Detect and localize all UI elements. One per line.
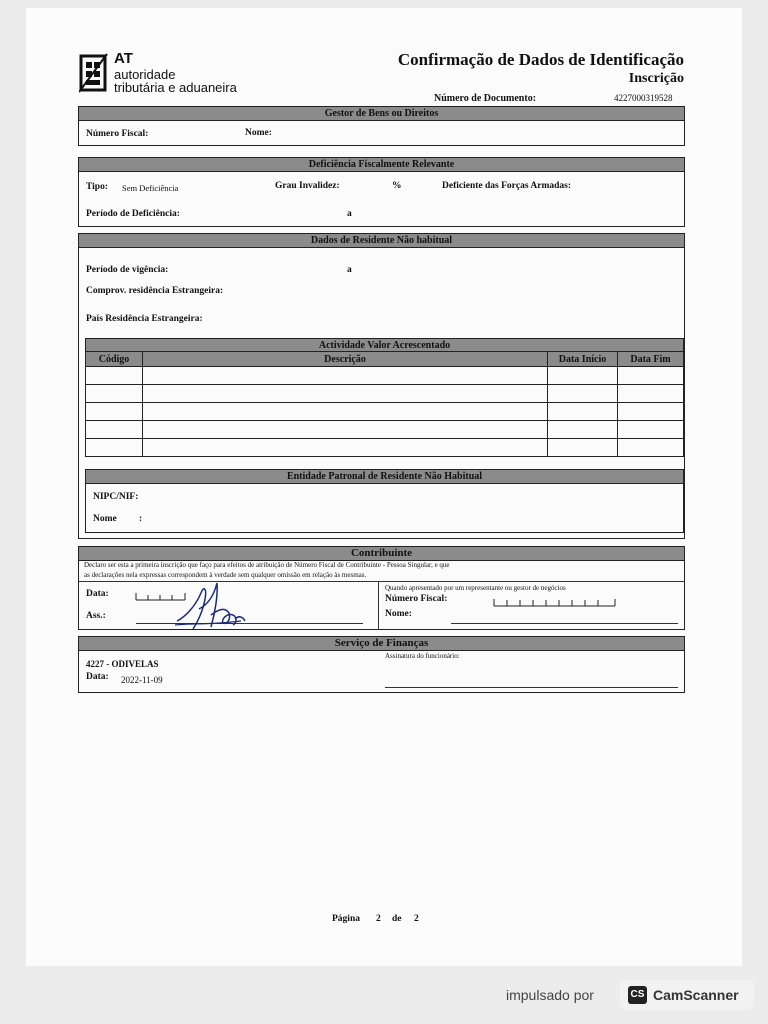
logo-line-2: tributária e aduaneira <box>114 80 237 95</box>
page-sep: de <box>392 914 402 924</box>
assinatura-label: Assinatura do funcionário: <box>385 652 460 660</box>
table-row <box>86 385 684 403</box>
actividade-section <box>85 338 684 462</box>
col-descricao: Descrição <box>143 352 548 367</box>
watermark-prefix: impulsado por <box>506 987 594 1003</box>
gestor-nome-label: Nome: <box>245 128 272 138</box>
doc-number-value: 4227000319528 <box>614 93 673 103</box>
declaration-divider <box>79 581 684 582</box>
camscanner-badge <box>620 980 754 1010</box>
entidade-heading: Entidade Patronal de Residente Não Habitual <box>86 470 683 484</box>
actividade-heading: Actividade Valor Acrescentado <box>85 338 684 353</box>
contribuinte-section <box>78 546 685 630</box>
entidade-nome-colon: : <box>139 514 143 524</box>
gestor-heading: Gestor de Bens ou Direitos <box>79 107 684 121</box>
servico-data-value: 2022-11-09 <box>121 675 163 685</box>
residente-heading: Dados de Residente Não habitual <box>79 234 684 248</box>
vigencia-label: Período de vigência: <box>86 265 169 275</box>
servico-section <box>78 636 685 693</box>
at-logo-icon <box>79 52 109 96</box>
actividade-table <box>85 351 684 457</box>
grau-label: Grau Invalidez: <box>275 181 340 191</box>
forcas-label: Deficiente das Forças Armadas: <box>442 181 572 191</box>
servico-heading: Serviço de Finanças <box>79 637 684 651</box>
page-total: 2 <box>414 914 419 924</box>
pais-label: País Residência Estrangeira: <box>86 314 203 324</box>
col-data-inicio: Data Início <box>548 352 618 367</box>
logo-line-1: autoridade <box>114 67 176 82</box>
deficiencia-heading: Deficiência Fiscalmente Relevante <box>79 158 684 172</box>
tipo-label: Tipo: <box>86 182 109 192</box>
table-row <box>86 367 684 385</box>
col-codigo: Código <box>86 352 143 367</box>
servico-office: 4227 - ODIVELAS <box>86 659 159 669</box>
deficiencia-section <box>78 157 685 227</box>
page-current: 2 <box>376 914 381 924</box>
column-divider <box>378 581 379 629</box>
funcionario-signature-line <box>385 687 678 688</box>
comprov-label: Comprov. residência Estrangeira: <box>86 286 224 296</box>
servico-data-label: Data: <box>86 672 109 682</box>
handwritten-signature <box>171 579 251 635</box>
contribuinte-data-label: Data: <box>86 589 109 599</box>
contribuinte-ass-label: Ass.: <box>86 611 106 621</box>
table-row <box>86 439 684 457</box>
camscanner-brand: CamScanner <box>653 987 739 1003</box>
nif-boxes <box>493 596 617 607</box>
logo-at: AT <box>114 50 133 67</box>
vigencia-sep: a <box>347 265 352 275</box>
camscanner-icon: CS <box>628 986 647 1004</box>
gestor-nif-label: Número Fiscal: <box>86 129 149 139</box>
entidade-section <box>85 469 684 533</box>
col-data-fim: Data Fim <box>618 352 684 367</box>
declaration-line-2: as declarações nela expressas correspondem à verdade sem qualquer omissão em relação às mesmas. <box>84 571 367 579</box>
representative-nome-line <box>451 623 678 624</box>
page-subtitle: Inscrição <box>628 71 684 86</box>
entidade-nome-label: Nome <box>93 514 117 524</box>
contribuinte-heading: Contribuinte <box>79 547 684 561</box>
doc-number-label: Número de Documento: <box>434 93 537 104</box>
representative-nome-label: Nome: <box>385 609 412 619</box>
periodo-deficiencia-sep: a <box>347 209 352 219</box>
table-row <box>86 421 684 439</box>
grau-unit: % <box>392 181 402 191</box>
page-title: Confirmação de Dados de Identificação <box>397 50 684 69</box>
residente-section <box>78 233 685 539</box>
tipo-value: Sem Deficiência <box>122 183 179 193</box>
declaration-line-1: Declaro ser esta a primeira inscrição que faço para efeitos de atribuição de Número Fiscal de Contribuinte - Pessoa Singular, e que <box>84 561 450 569</box>
representative-nif-label: Número Fiscal: <box>385 594 448 604</box>
page-label: Página <box>332 914 360 924</box>
table-row <box>86 403 684 421</box>
actividade-header-row <box>86 352 684 367</box>
periodo-deficiencia-label: Período de Deficiência: <box>86 209 180 219</box>
nipc-label: NIPC/NIF: <box>93 492 139 502</box>
gestor-section <box>78 106 685 146</box>
representative-note: Quando apresentado por um representante ou gestor de negócios <box>385 584 566 592</box>
